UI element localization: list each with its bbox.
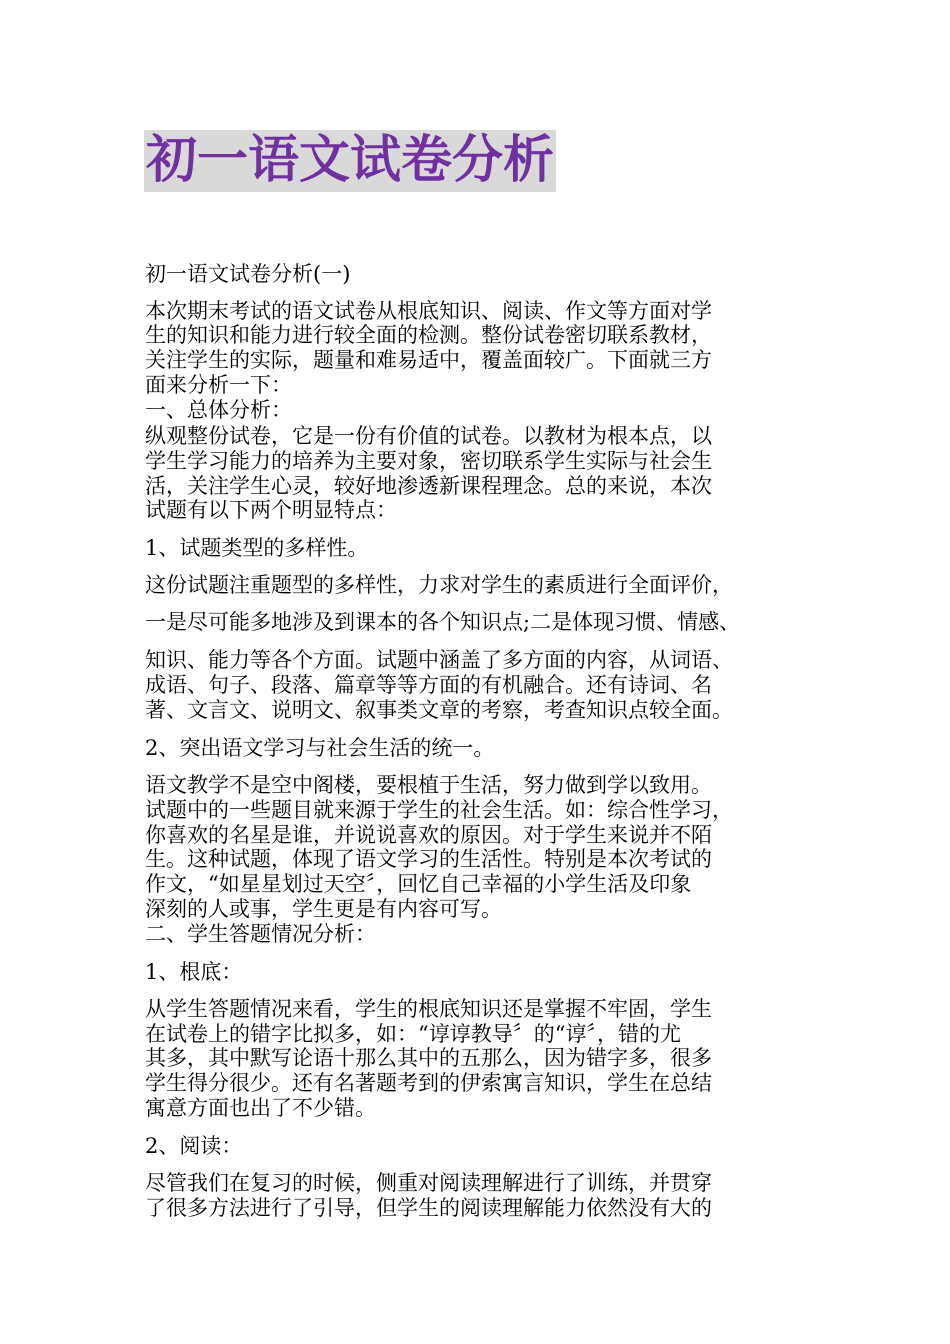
body-line: 2、阅读： <box>145 1134 243 1158</box>
body-line: 深刻的人或事，学生更是有内容可写。 <box>145 897 502 921</box>
body-line: 从学生答题情况来看，学生的根底知识还是掌握不牢固，学生 <box>145 997 712 1021</box>
body-line: 在试卷上的错字比拟多，如：“谆谆教导〞的“谆〞，错的尤 <box>145 1022 681 1046</box>
body-line: 活，关注学生心灵，较好地渗透新课程理念。总的来说，本次 <box>145 474 712 498</box>
body-line: 寓意方面也出了不少错。 <box>145 1096 376 1120</box>
body-line: 关注学生的实际，题量和难易适中，覆盖面较广。下面就三方 <box>145 348 712 372</box>
body-line: 知识、能力等各个方面。试题中涵盖了多方面的内容，从词语、 <box>145 648 733 672</box>
body-line: 学生得分很少。还有名著题考到的伊索寓言知识，学生在总结 <box>145 1071 712 1095</box>
body-line: 了很多方法进行了引导，但学生的阅读理解能力依然没有大的 <box>145 1196 712 1220</box>
body-line: 试题有以下两个明显特点： <box>145 498 397 522</box>
body-line: 一是尽可能多地涉及到课本的各个知识点;二是体现习惯、情感、 <box>145 610 741 634</box>
body-line: 2、突出语文学习与社会生活的统一。 <box>145 736 495 760</box>
body-line: 生。这种试题，体现了语文学习的生活性。特别是本次考试的 <box>145 847 712 871</box>
body-line: 学生学习能力的培养为主要对象，密切联系学生实际与社会生 <box>145 449 712 473</box>
body-line: 这份试题注重题型的多样性，力求对学生的素质进行全面评价， <box>145 573 733 597</box>
body-line: 一、总体分析： <box>145 398 292 422</box>
body-line: 初一语文试卷分析(一) <box>145 262 351 286</box>
body-line: 尽管我们在复习的时候，侧重对阅读理解进行了训练，并贯穿 <box>145 1171 712 1195</box>
body-line: 试题中的一些题目就来源于学生的社会生活。如：综合性学习， <box>145 798 733 822</box>
body-line: 你喜欢的名星是谁，并说说喜欢的原因。对于学生来说并不陌 <box>145 823 712 847</box>
body-line: 1、试题类型的多样性。 <box>145 536 369 560</box>
body-line: 语文教学不是空中阁楼，要根植于生活，努力做到学以致用。 <box>145 773 712 797</box>
body-line: 生的知识和能力进行较全面的检测。整份试卷密切联系教材， <box>145 323 712 347</box>
body-line: 本次期末考试的语文试卷从根底知识、阅读、作文等方面对学 <box>145 299 712 323</box>
body-line: 1、根底： <box>145 960 243 984</box>
body-line: 面来分析一下： <box>145 373 292 397</box>
body-line: 二、学生答题情况分析： <box>145 922 376 946</box>
body-line: 纵观整份试卷，它是一份有价值的试卷。以教材为根本点，以 <box>145 424 712 448</box>
body-line: 其多，其中默写论语十那么其中的五那么，因为错字多，很多 <box>145 1046 712 1070</box>
body-line: 作文，“如星星划过天空〞，回忆自己幸福的小学生活及印象 <box>145 872 692 896</box>
body-line: 著、文言文、说明文、叙事类文章的考察，考查知识点较全面。 <box>145 698 733 722</box>
body-line: 成语、句子、段落、篇章等等方面的有机融合。还有诗词、名 <box>145 673 712 697</box>
document-title: 初一语文试卷分析 <box>146 131 555 190</box>
